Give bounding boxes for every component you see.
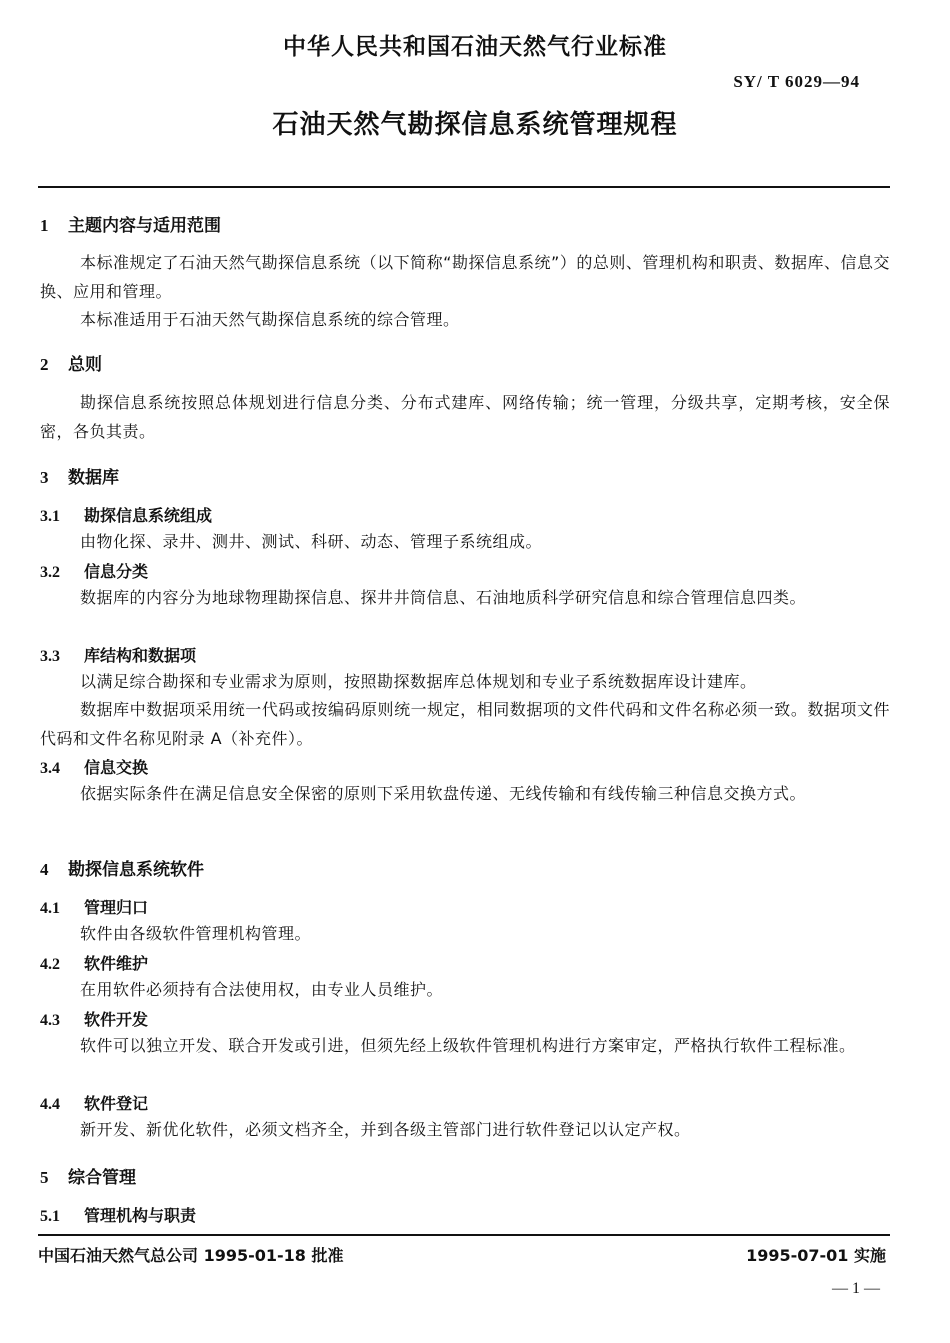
section-number: 1 <box>40 216 49 235</box>
paragraph: 勘探信息系统按照总体规划进行信息分类、分布式建库、网络传输；统一管理，分级共享，定期考核，安全保密，各负其责。 <box>40 393 890 441</box>
subsection-number: 3.1 <box>40 508 60 525</box>
subsection-number: 3.3 <box>40 648 60 665</box>
paragraph: 依据实际条件在满足信息安全保密的原则下采用软盘传递、无线传输和有线传输三种信息交换方式。 <box>80 784 807 803</box>
subsection-4-1-heading <box>40 895 148 918</box>
paragraph: 数据库的内容分为地球物理勘探信息、探井井筒信息、石油地质科学研究信息和综合管理信息四类。 <box>80 588 807 607</box>
subsection-number: 4.2 <box>40 956 60 973</box>
subsection-title: 勘探信息系统组成 <box>84 506 213 525</box>
paragraph: 数据库中数据项采用统一代码或按编码原则统一规定，相同数据项的文件代码和文件名称必须一致。数据项文件代码和文件名称见附录 A（补充件）。 <box>40 700 890 748</box>
effective-date: 1995-07-01 实施 <box>746 1246 886 1265</box>
section-2-heading <box>40 350 102 375</box>
subsection-5-1-heading <box>40 1203 196 1226</box>
standard-code: SY/ T 6029—94 <box>733 72 860 91</box>
section-title: 综合管理 <box>68 1168 136 1188</box>
subsection-title: 管理归口 <box>84 898 149 917</box>
subsection-number: 4.1 <box>40 900 60 917</box>
subsection-title: 软件维护 <box>84 954 149 973</box>
subsection-title: 管理机构与职责 <box>84 1206 197 1225</box>
paragraph: 本标准适用于石油天然气勘探信息系统的综合管理。 <box>80 310 460 329</box>
document-title: 石油天然气勘探信息系统管理规程 <box>272 110 678 140</box>
section-number: 3 <box>40 468 49 487</box>
paragraph: 本标准规定了石油天然气勘探信息系统（以下简称“勘探信息系统”）的总则、管理机构和职责、数据库、信息交换、应用和管理。 <box>40 253 890 301</box>
paragraph: 新开发、新优化软件，必须文档齐全，并到各级主管部门进行软件登记以认定产权。 <box>80 1120 691 1139</box>
subsection-3-4-heading <box>40 755 148 778</box>
subsection-title: 软件登记 <box>84 1094 149 1113</box>
subsection-title: 库结构和数据项 <box>84 646 197 665</box>
subsection-number: 3.4 <box>40 760 60 777</box>
subsection-3-2-heading <box>40 559 148 582</box>
subsection-4-2-heading <box>40 951 148 974</box>
section-number: 5 <box>40 1168 49 1187</box>
section-4-heading <box>40 855 204 880</box>
standard-category-title: 中华人民共和国石油天然气行业标准 <box>283 34 667 60</box>
page-number: — 1 — <box>832 1280 880 1297</box>
paragraph: 由物化探、录井、测井、测试、科研、动态、管理子系统组成。 <box>80 532 543 551</box>
section-3-heading <box>40 463 119 488</box>
section-number: 4 <box>40 860 49 879</box>
subsection-number: 4.3 <box>40 1012 60 1029</box>
header-divider <box>38 186 890 188</box>
footer-divider <box>38 1234 890 1236</box>
subsection-title: 软件开发 <box>84 1010 149 1029</box>
section-5-heading <box>40 1163 136 1188</box>
subsection-4-4-heading <box>40 1091 148 1114</box>
paragraph: 软件可以独立开发、联合开发或引进，但须先经上级软件管理机构进行方案审定，严格执行软件工程标准。 <box>80 1036 856 1055</box>
approval-line: 中国石油天然气总公司 1995-01-18 批准 <box>38 1246 344 1265</box>
paragraph: 以满足综合勘探和专业需求为原则，按照勘探数据库总体规划和专业子系统数据库设计建库。 <box>80 672 757 691</box>
subsection-3-3-heading <box>40 643 196 666</box>
section-title: 主题内容与适用范围 <box>68 216 221 236</box>
section-number: 2 <box>40 355 49 374</box>
subsection-number: 4.4 <box>40 1096 60 1113</box>
subsection-3-1-heading <box>40 503 212 526</box>
subsection-title: 信息交换 <box>84 758 149 777</box>
subsection-number: 3.2 <box>40 564 60 581</box>
subsection-4-3-heading <box>40 1007 148 1030</box>
paragraph: 软件由各级软件管理机构管理。 <box>80 924 312 943</box>
section-title: 数据库 <box>68 468 119 488</box>
section-title: 总则 <box>68 355 102 375</box>
section-title: 勘探信息系统软件 <box>68 860 204 880</box>
paragraph: 在用软件必须持有合法使用权，由专业人员维护。 <box>80 980 444 999</box>
subsection-title: 信息分类 <box>84 562 149 581</box>
section-1-heading <box>40 211 221 236</box>
subsection-number: 5.1 <box>40 1208 60 1225</box>
